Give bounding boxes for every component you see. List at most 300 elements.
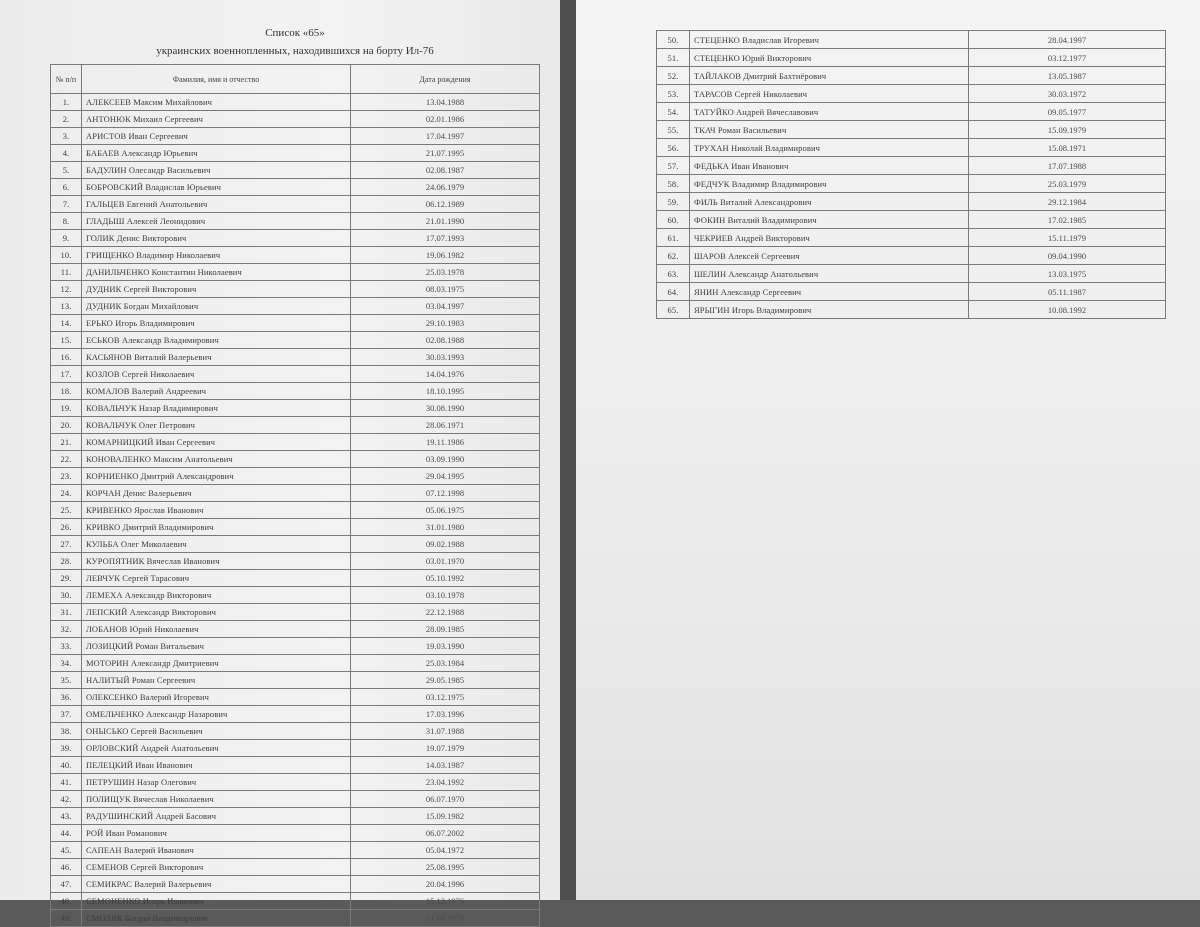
table-row: [51, 791, 540, 808]
row-birth-date-text: 06.07.2002: [425, 828, 465, 838]
row-full-name: [82, 94, 351, 111]
row-full-name: [82, 196, 351, 213]
row-full-name: [82, 400, 351, 417]
row-full-name: [82, 638, 351, 655]
row-number: [657, 85, 690, 103]
row-birth-date: [351, 859, 540, 876]
row-full-name: [82, 502, 351, 519]
row-birth-date-text: 31.01.1980: [425, 522, 465, 532]
row-number: [657, 283, 690, 301]
row-number: [51, 740, 82, 757]
row-birth-date-text: 13.05.1987: [1047, 70, 1087, 81]
row-full-name: [82, 485, 351, 502]
row-number-text: 7.: [62, 199, 70, 209]
row-full-name-text: СТЕЦЕНКО Юрий Викторович: [694, 52, 812, 63]
table-row: [657, 229, 1166, 247]
row-birth-date: [351, 638, 540, 655]
table-row: [51, 468, 540, 485]
row-birth-date-text: 25.03.1984: [425, 658, 465, 668]
row-full-name: [82, 230, 351, 247]
table-row: [657, 283, 1166, 301]
row-number-text: 11.: [60, 267, 72, 277]
row-birth-date-text: 03.04.1997: [425, 301, 465, 311]
row-number-text: 62.: [667, 250, 679, 261]
row-birth-date-text: 03.12.1977: [1047, 52, 1087, 63]
table-row: [51, 689, 540, 706]
row-number-text: 45.: [60, 845, 72, 855]
table-row: [657, 121, 1166, 139]
row-number-text: 9.: [62, 233, 70, 243]
row-birth-date-text: 14.03.1987: [425, 760, 465, 770]
row-number: [657, 31, 690, 49]
table-row: [657, 31, 1166, 49]
row-full-name: [690, 247, 969, 265]
row-full-name-text: ПОЛИЩУК Вячеслав Николаевич: [86, 794, 214, 804]
row-number-text: 16.: [60, 352, 72, 362]
row-full-name: [82, 808, 351, 825]
row-full-name: [82, 842, 351, 859]
row-number: [51, 825, 82, 842]
row-full-name-text: ШАРОВ Алексей Сергеевич: [694, 250, 800, 261]
header-birth-date: Дата рождения: [351, 65, 540, 94]
row-full-name-text: ДУДНИК Сергей Викторович: [86, 284, 197, 294]
table-row: [51, 859, 540, 876]
row-birth-date: [351, 672, 540, 689]
row-number-text: 10.: [60, 250, 72, 260]
row-number: [51, 774, 82, 791]
row-number-text: 57.: [667, 160, 679, 171]
row-birth-date: [969, 67, 1166, 85]
table-row: [51, 740, 540, 757]
row-birth-date: [351, 315, 540, 332]
row-full-name-text: КОЗЛОВ Сергей Николаевич: [86, 369, 195, 379]
row-number-text: 43.: [60, 811, 72, 821]
row-number: [51, 808, 82, 825]
row-birth-date-text: 19.03.1990: [425, 641, 465, 651]
table-row: [51, 587, 540, 604]
row-number: [51, 128, 82, 145]
table-row: [657, 301, 1166, 319]
row-number: [51, 570, 82, 587]
row-birth-date: [351, 383, 540, 400]
row-number: [51, 349, 82, 366]
row-birth-date-text: 07.12.1998: [425, 488, 465, 498]
row-birth-date-text: 03.09.1990: [425, 454, 465, 464]
row-number: [657, 265, 690, 283]
row-number: [657, 193, 690, 211]
row-number-text: 30.: [60, 590, 72, 600]
row-full-name: [82, 859, 351, 876]
row-birth-date: [351, 145, 540, 162]
row-birth-date-text: 19.11.1986: [426, 437, 464, 447]
row-full-name: [82, 434, 351, 451]
row-birth-date-text: 19.06.1982: [425, 250, 465, 260]
row-number: [657, 49, 690, 67]
row-number: [51, 723, 82, 740]
row-birth-date: [351, 774, 540, 791]
table-row: [51, 536, 540, 553]
row-birth-date: [351, 553, 540, 570]
row-full-name-text: ТКАЧ Роман Васильевич: [694, 124, 787, 135]
row-birth-date: [351, 689, 540, 706]
row-number-text: 52.: [667, 70, 679, 81]
row-full-name-text: КОРЧАН Денис Валерьевич: [86, 488, 192, 498]
row-number-text: 21.: [60, 437, 72, 447]
table-row: [657, 175, 1166, 193]
row-number-text: 26.: [60, 522, 72, 532]
row-full-name: [82, 536, 351, 553]
row-full-name: [690, 265, 969, 283]
row-birth-date-text: 30.03.1972: [1047, 88, 1087, 99]
row-birth-date-text: 02.08.1987: [425, 165, 465, 175]
row-number: [657, 139, 690, 157]
table-row: [51, 451, 540, 468]
document-title: Список «65»: [265, 27, 325, 39]
row-birth-date: [351, 94, 540, 111]
row-number: [51, 842, 82, 859]
row-number-text: 13.: [60, 301, 72, 311]
document-page-right: [576, 0, 1200, 900]
row-number: [51, 281, 82, 298]
row-number: [51, 672, 82, 689]
row-birth-date: [969, 31, 1166, 49]
row-full-name-text: ЛЕПСКИЙ Александр Викторович: [86, 607, 217, 617]
table-row: [51, 332, 540, 349]
row-full-name: [690, 139, 969, 157]
row-birth-date: [351, 910, 540, 927]
row-number: [51, 859, 82, 876]
table-row: [51, 349, 540, 366]
row-number-text: 25.: [60, 505, 72, 515]
row-full-name-text: КОМАЛОВ Валерий Андреевич: [86, 386, 207, 396]
row-full-name-text: КУЛЬБА Олег Миколаевич: [86, 539, 187, 549]
row-full-name: [82, 332, 351, 349]
table-header-row: [51, 65, 540, 94]
row-birth-date-text: 30.03.1993: [425, 352, 465, 362]
roster-table-right: [656, 30, 1166, 319]
row-number: [51, 145, 82, 162]
table-row: [51, 655, 540, 672]
row-full-name-text: АРИСТОВ Иван Сергеевич: [86, 131, 188, 141]
row-number: [657, 121, 690, 139]
row-full-name-text: ШЕЛИН Александр Анатольевич: [694, 268, 819, 279]
row-number-text: 46.: [60, 862, 72, 872]
table-row: [657, 211, 1166, 229]
row-number-text: 31.: [60, 607, 72, 617]
row-number: [51, 757, 82, 774]
row-birth-date-text: 05.06.1975: [425, 505, 465, 515]
row-number-text: 56.: [667, 142, 679, 153]
row-full-name-text: АЛЕКСЕЕВ Максим Михайлович: [86, 97, 212, 107]
row-birth-date-text: 03.12.1975: [425, 692, 465, 702]
row-full-name-text: ДАНИЛЬЧЕНКО Константин Николаевич: [86, 267, 242, 277]
row-number-text: 49.: [60, 913, 72, 923]
row-birth-date-text: 17.03.1996: [425, 709, 465, 719]
table-row: [51, 638, 540, 655]
row-full-name: [82, 468, 351, 485]
table-row: [51, 434, 540, 451]
table-row: [51, 366, 540, 383]
row-full-name-text: ПЕТРУШИН Назар Олегович: [86, 777, 197, 787]
row-birth-date-text: 28.09.1985: [425, 624, 465, 634]
document-subtitle: украинских военнопленных, находившихся на борту Ил-76: [156, 45, 434, 57]
row-birth-date: [969, 103, 1166, 121]
row-full-name: [82, 349, 351, 366]
row-birth-date-text: 25.03.1978: [425, 267, 465, 277]
row-birth-date: [351, 655, 540, 672]
row-birth-date-text: 30.08.1990: [425, 403, 465, 413]
row-full-name-text: ГЛАДЫШ Алексей Леонидович: [86, 216, 206, 226]
row-full-name-text: САПЕАН Валерий Иванович: [86, 845, 194, 855]
row-number-text: 58.: [667, 178, 679, 189]
row-birth-date-text: 31.07.1988: [425, 726, 465, 736]
row-number: [51, 502, 82, 519]
row-birth-date-text: 05.11.1987: [1048, 286, 1086, 297]
row-full-name: [82, 672, 351, 689]
row-full-name-text: ЕРЬКО Игорь Владимирович: [86, 318, 195, 328]
row-full-name-text: ЕСЬКОВ Александр Владимирович: [86, 335, 219, 345]
row-full-name-text: ФИЛЬ Виталий Александрович: [694, 196, 812, 207]
row-birth-date-text: 17.07.1993: [425, 233, 465, 243]
row-birth-date: [351, 604, 540, 621]
row-full-name-text: СЕМЕНОВ Сергей Викторович: [86, 862, 204, 872]
row-full-name-text: ОРЛОВСКИЙ Андрей Анатольевич: [86, 743, 219, 753]
row-full-name: [690, 67, 969, 85]
row-full-name: [82, 689, 351, 706]
table-row: [51, 672, 540, 689]
row-full-name: [82, 519, 351, 536]
row-number: [51, 315, 82, 332]
row-full-name-text: БОБРОВСКИЙ Владислав Юрьевич: [86, 182, 221, 192]
row-full-name-text: ЛОЗИЦКИЙ Роман Витальевич: [86, 641, 204, 651]
row-full-name-text: СЕМИКРАС Валерий Валерьевич: [86, 879, 212, 889]
row-birth-date: [351, 298, 540, 315]
row-full-name: [690, 103, 969, 121]
row-full-name: [82, 740, 351, 757]
row-full-name: [690, 229, 969, 247]
row-birth-date: [351, 247, 540, 264]
row-birth-date: [969, 193, 1166, 211]
header-number: № п/п: [51, 65, 82, 94]
row-number-text: 18.: [60, 386, 72, 396]
row-birth-date: [351, 825, 540, 842]
row-birth-date: [351, 400, 540, 417]
row-birth-date-text: 21.07.1995: [425, 148, 465, 158]
row-birth-date: [969, 247, 1166, 265]
row-birth-date-text: 03.01.1970: [425, 556, 465, 566]
row-number: [657, 229, 690, 247]
table-row: [51, 315, 540, 332]
row-number: [51, 655, 82, 672]
table-row: [51, 145, 540, 162]
row-number: [51, 247, 82, 264]
row-birth-date: [351, 349, 540, 366]
row-birth-date: [351, 808, 540, 825]
row-number-text: 6.: [62, 182, 70, 192]
row-number-text: 41.: [60, 777, 72, 787]
row-birth-date-text: 21.01.1990: [425, 216, 465, 226]
row-birth-date: [351, 740, 540, 757]
row-birth-date: [351, 536, 540, 553]
table-row: [51, 808, 540, 825]
row-number: [51, 111, 82, 128]
table-row: [51, 706, 540, 723]
row-number: [51, 383, 82, 400]
row-full-name: [82, 587, 351, 604]
row-birth-date-text: 28.04.1997: [1047, 34, 1087, 45]
table-row: [51, 502, 540, 519]
row-birth-date-text: 29.05.1985: [425, 675, 465, 685]
row-number-text: 5.: [62, 165, 70, 175]
row-full-name-text: ТАТУЙКО Андрей Вячеславович: [694, 106, 819, 117]
table-row: [51, 757, 540, 774]
row-birth-date: [351, 893, 540, 910]
row-number: [51, 264, 82, 281]
row-birth-date-text: 09.04.1990: [1047, 250, 1087, 261]
table-row: [51, 485, 540, 502]
page-gutter: [560, 0, 576, 900]
row-birth-date-text: 19.07.1979: [425, 743, 465, 753]
table-row: [51, 621, 540, 638]
row-number: [657, 103, 690, 121]
row-number-text: 2.: [62, 114, 70, 124]
row-full-name-text: ЛОБАНОВ Юрий Николаевич: [86, 624, 199, 634]
row-birth-date-text: 09.02.1988: [425, 539, 465, 549]
row-birth-date-text: 23.04.1992: [425, 777, 465, 787]
row-birth-date-text: 15.09.1979: [1047, 124, 1087, 135]
row-birth-date-text: 29.04.1995: [425, 471, 465, 481]
row-birth-date-text: 13.04.1988: [425, 97, 465, 107]
row-birth-date: [351, 485, 540, 502]
row-full-name: [82, 621, 351, 638]
row-full-name: [690, 283, 969, 301]
row-birth-date-text: 02.08.1988: [425, 335, 465, 345]
row-number: [51, 621, 82, 638]
row-birth-date: [351, 723, 540, 740]
table-row: [657, 49, 1166, 67]
row-birth-date-text: 09.05.1977: [1047, 106, 1087, 117]
row-full-name: [690, 211, 969, 229]
row-number: [51, 366, 82, 383]
row-full-name: [82, 315, 351, 332]
row-number: [51, 451, 82, 468]
table-row: [51, 264, 540, 281]
row-full-name: [82, 910, 351, 927]
row-birth-date: [969, 211, 1166, 229]
row-full-name: [82, 876, 351, 893]
table-row: [657, 247, 1166, 265]
row-number-text: 48.: [60, 896, 72, 906]
row-full-name-text: СМОЛЯК Богдан Владимирович: [86, 913, 208, 923]
row-birth-date-text: 25.08.1995: [425, 862, 465, 872]
row-full-name: [82, 298, 351, 315]
row-full-name-text: РАДУШИНСКИЙ Андрей Басович: [86, 811, 217, 821]
row-full-name-text: КРИВКО Дмитрий Владимирович: [86, 522, 214, 532]
row-full-name-text: БАБАЕВ Александр Юрьевич: [86, 148, 198, 158]
row-birth-date: [351, 434, 540, 451]
table-row: [51, 213, 540, 230]
row-number-text: 19.: [60, 403, 72, 413]
row-full-name-text: КУРОПЯТНИК Вячеслав Иванович: [86, 556, 220, 566]
header-full-name: Фамилия, имя и отчество: [82, 65, 351, 94]
row-birth-date-text: 02.01.1986: [425, 114, 465, 124]
row-birth-date: [351, 196, 540, 213]
row-birth-date: [351, 366, 540, 383]
row-number: [51, 706, 82, 723]
row-full-name-text: ФОКИН Виталий Владимирович: [694, 214, 817, 225]
row-number: [51, 604, 82, 621]
row-number: [51, 417, 82, 434]
row-number: [51, 94, 82, 111]
row-number: [657, 67, 690, 85]
row-full-name-text: ОМЕЛЬЧЕНКО Александр Назарович: [86, 709, 228, 719]
row-number: [657, 157, 690, 175]
row-number-text: 8.: [62, 216, 70, 226]
row-number: [51, 298, 82, 315]
row-birth-date: [351, 230, 540, 247]
row-number-text: 40.: [60, 760, 72, 770]
row-full-name: [82, 213, 351, 230]
row-full-name: [82, 366, 351, 383]
row-full-name: [82, 128, 351, 145]
row-birth-date: [351, 264, 540, 281]
row-number-text: 4.: [62, 148, 70, 158]
row-number-text: 22.: [60, 454, 72, 464]
row-full-name: [82, 145, 351, 162]
table-row: [51, 230, 540, 247]
table-row: [51, 383, 540, 400]
row-number-text: 44.: [60, 828, 72, 838]
row-birth-date: [351, 519, 540, 536]
table-row: [51, 604, 540, 621]
row-birth-date-text: 22.12.1988: [425, 607, 465, 617]
row-birth-date-text: 13.03.1975: [1047, 268, 1087, 279]
row-full-name: [82, 774, 351, 791]
row-number: [657, 247, 690, 265]
table-row: [51, 417, 540, 434]
row-full-name: [82, 162, 351, 179]
row-number: [51, 213, 82, 230]
row-full-name-text: РОЙ Иван Романович: [86, 828, 167, 838]
row-number-text: 38.: [60, 726, 72, 736]
table-row: [51, 910, 540, 927]
table-row: [51, 128, 540, 145]
table-row: [51, 247, 540, 264]
row-number-text: 23.: [60, 471, 72, 481]
row-full-name: [82, 417, 351, 434]
row-birth-date: [969, 265, 1166, 283]
row-birth-date-text: 06.07.1970: [425, 794, 465, 804]
table-row: [51, 281, 540, 298]
row-birth-date-text: 20.04.1996: [425, 879, 465, 889]
row-full-name-text: НАЛИТЫЙ Роман Сергеевич: [86, 675, 196, 685]
table-row: [657, 103, 1166, 121]
row-number-text: 15.: [60, 335, 72, 345]
row-birth-date-text: 15.09.1982: [425, 811, 465, 821]
row-number: [51, 230, 82, 247]
row-full-name-text: КРИВЕНКО Ярослав Иванович: [86, 505, 204, 515]
row-birth-date-text: 28.06.1971: [425, 420, 465, 430]
row-birth-date: [351, 706, 540, 723]
table-row: [51, 774, 540, 791]
row-full-name: [690, 49, 969, 67]
row-birth-date-text: 14.04.1976: [425, 369, 465, 379]
row-full-name-text: МОТОРИН Александр Дмитриевич: [86, 658, 219, 668]
row-full-name: [82, 723, 351, 740]
row-full-name: [82, 604, 351, 621]
row-full-name-text: ДУДНИК Богдан Михайлович: [86, 301, 199, 311]
row-number: [51, 162, 82, 179]
